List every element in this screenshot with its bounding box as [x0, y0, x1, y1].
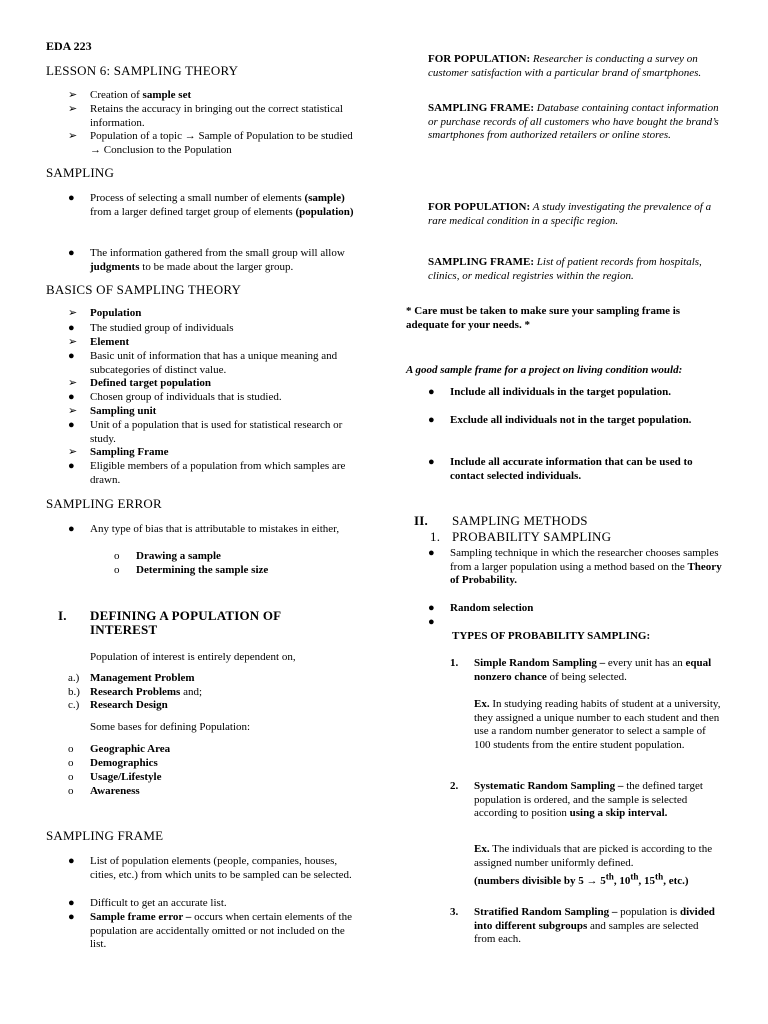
list-marker: b.) [68, 686, 80, 698]
defining-list-item: b.) Research Problems and; [68, 686, 203, 698]
sampling-frame-bullet: ● Sample frame error – occurs when certain elements of the population are accidentally omitted or not included on the list. [68, 911, 352, 950]
sampling-error-sub: o Determining the sample size [114, 564, 269, 576]
sampling-bullet: ● The information gathered from the small group will allow judgments to be made about the larger group. [68, 247, 345, 273]
dot-bullet-icon: ● [68, 322, 75, 334]
basics-term: ➢ Sampling Frame [68, 446, 169, 458]
dot-bullet-icon: ● [68, 350, 75, 362]
arrow-bullet-icon: ➢ [68, 336, 78, 348]
dot-bullet-icon: ● [68, 460, 75, 472]
dot-bullet-icon: ● [68, 419, 75, 431]
dot-bullet-icon: ● [68, 391, 75, 403]
type-number: 2. [450, 780, 459, 792]
sampling-frame-heading: SAMPLING FRAME [46, 828, 164, 843]
sampling-methods-heading: II. SAMPLING METHODS [414, 513, 588, 528]
example-sampling-frame: SAMPLING FRAME: Database containing contact information or purchase records of all customers who have bought the brand’s smartphones from authorized retailers or online stores. [428, 102, 719, 141]
basics-definition: ● The studied group of individuals [68, 322, 234, 334]
dot-bullet-icon: ● [428, 602, 435, 614]
arrow-bullet-icon: ➢ [68, 307, 78, 319]
arrow-bullet-icon: ➢ [68, 103, 78, 115]
type-number: 1. [450, 657, 459, 669]
basics-definition: ● Eligible members of a population from which samples are drawn. [68, 460, 346, 486]
probability-type: 2. Systematic Random Sampling – the defined target population is ordered, and the sample is selected according to position using a skip interval. [450, 780, 703, 819]
probability-sampling-heading: 1. PROBABILITY SAMPLING [430, 529, 612, 544]
section-number: II. [414, 513, 428, 528]
example-population: FOR POPULATION: Researcher is conducting a survey on customer satisfaction with a particular brand of smartphones. [428, 53, 702, 79]
example-population: FOR POPULATION: A study investigating the prevalence of a rare medical condition in a specific region. [428, 201, 712, 227]
probability-description: ● Sampling technique in which the researcher chooses samples from a larger population using a method based on the Theory of Probability. [428, 547, 722, 586]
circle-bullet-icon: o [114, 550, 120, 562]
random-selection: ● Random selection [428, 602, 534, 614]
basics-term: ➢ Defined target population [68, 377, 211, 389]
defining-list-item: a.) Management Problem [68, 672, 195, 684]
base-item: o Geographic Area [68, 743, 171, 755]
defining-list-item: c.) Research Design [68, 699, 168, 711]
dot-bullet-icon: ● [428, 547, 435, 559]
basics-definition: ● Chosen group of individuals that is studied. [68, 391, 282, 403]
basics-term: ➢ Element [68, 336, 130, 348]
circle-bullet-icon: o [68, 785, 74, 797]
types-heading: TYPES OF PROBABILITY SAMPLING: [452, 630, 651, 642]
good-frame-item: ● Exclude all individuals not in the target population. [428, 414, 692, 426]
circle-bullet-icon: o [114, 564, 120, 576]
arrow-bullet-icon: ➢ [68, 377, 78, 389]
list-marker: a.) [68, 672, 80, 684]
sampling-error-heading: SAMPLING ERROR [46, 496, 162, 511]
basics-term: ➢ Population [68, 307, 142, 319]
list-marker: c.) [68, 699, 80, 711]
sampling-bullet: ● Process of selecting a small number of elements (sample) from a larger defined target group of elements (population) [68, 192, 354, 218]
basics-term: ➢ Sampling unit [68, 405, 157, 417]
base-item: o Awareness [68, 785, 140, 797]
probability-type: 3. Stratified Random Sampling – population is divided into different subgroups and samples are selected from each. [450, 906, 715, 945]
base-item: o Demographics [68, 757, 158, 769]
arrow-bullet-icon: ➢ [68, 89, 78, 101]
basics-heading: BASICS OF SAMPLING THEORY [46, 282, 242, 297]
probability-type: 1. Simple Random Sampling – every unit has an equal nonzero chance of being selected. [450, 657, 712, 683]
sampling-error-bullet: ● Any type of bias that is attributable to mistakes in either, [68, 523, 340, 535]
section-number: I. [58, 608, 67, 623]
circle-bullet-icon: o [68, 743, 74, 755]
care-note: * Care must be taken to make sure your sampling frame is adequate for your needs. * [406, 305, 681, 331]
good-frame-item: ● Include all accurate information that can be used to contact selected individuals. [428, 456, 693, 482]
defining-intro: Population of interest is entirely dependent on, [90, 651, 296, 663]
base-item: o Usage/Lifestyle [68, 771, 162, 783]
dot-bullet-icon: ● [68, 897, 75, 909]
intro-bullet: ➢ Creation of sample set [68, 89, 192, 101]
dot-bullet-icon: ● [68, 523, 75, 535]
skip-interval-note: (numbers divisible by 5 → 5th, 10th, 15th, etc.) [474, 871, 689, 887]
arrow-bullet-icon: ➢ [68, 130, 78, 142]
dot-bullet-icon: ● [428, 414, 435, 426]
dot-bullet-icon: ● [428, 456, 435, 468]
arrow-bullet-icon: ➢ [68, 405, 78, 417]
dot-bullet-icon: ● [68, 911, 75, 923]
dot-bullet-icon: ● [68, 855, 75, 867]
example-sampling-frame: SAMPLING FRAME: List of patient records from hospitals, clinics, or medical registries within the region. [428, 256, 702, 282]
subsection-number: 1. [430, 529, 441, 544]
good-frame-title: A good sample frame for a project on living condition would: [406, 364, 683, 376]
dot-bullet-icon: ● [428, 386, 435, 398]
type-example: Ex. In studying reading habits of student at a university, they assigned a unique number to each student and then use a random number generator to select a sample of 100 students from the entire student population. [474, 698, 721, 751]
sampling-error-sub: o Drawing a sample [114, 550, 221, 562]
intro-bullet: ➢ Retains the accuracy in bringing out the correct statistical information. [68, 103, 343, 129]
lesson-title: LESSON 6: SAMPLING THEORY [46, 63, 239, 78]
dot-bullet-icon: ● [428, 616, 435, 628]
course-code: EDA 223 [46, 39, 92, 53]
basics-definition: ● Basic unit of information that has a unique meaning and subcategories of distinct value. [68, 350, 338, 376]
circle-bullet-icon: o [68, 757, 74, 769]
defining-population-heading: I. DEFINING A POPULATION OF INTEREST [58, 608, 282, 637]
sampling-heading: SAMPLING [46, 165, 115, 180]
good-frame-item: ● Include all individuals in the target population. [428, 386, 671, 398]
dot-bullet-icon: ● [68, 247, 75, 259]
sampling-frame-bullet: ● Difficult to get an accurate list. [68, 897, 227, 909]
intro-bullet: ➢ Population of a topic → Sample of Population to be studied → Conclusion to the Population [68, 130, 353, 156]
circle-bullet-icon: o [68, 771, 74, 783]
type-number: 3. [450, 906, 459, 918]
bases-intro: Some bases for defining Population: [90, 721, 251, 733]
type-example: Ex. The individuals that are picked is according to the assigned number uniformly defined. (numbers divisible by 5 → 5th, 10th, 15th, etc.) [474, 843, 713, 887]
sampling-frame-bullet: ● List of population elements (people, companies, houses, cities, etc.) from which units to be sampled can be selected. [68, 855, 352, 881]
basics-definition: ● Unit of a population that is used for statistical research or study. [68, 419, 343, 445]
dot-bullet-icon: ● [68, 192, 75, 204]
arrow-bullet-icon: ➢ [68, 446, 78, 458]
